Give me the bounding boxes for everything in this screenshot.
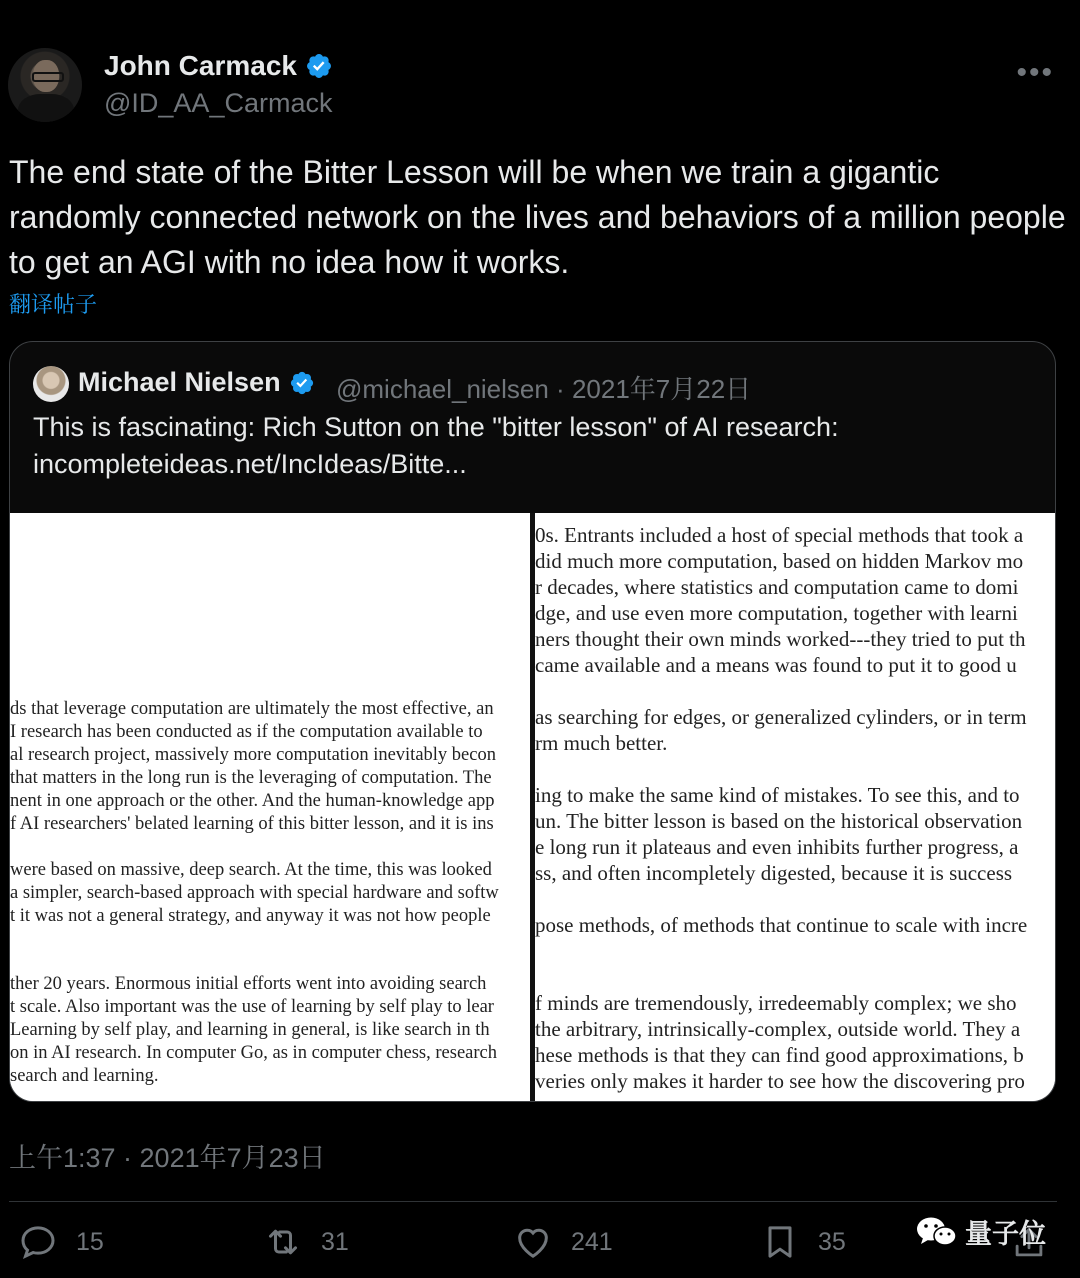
quoted-media-image[interactable] <box>10 513 1055 1101</box>
bookmark-button[interactable] <box>760 1222 846 1262</box>
document-text-line: hese methods is that they can find good approximations, b <box>535 1043 1024 1067</box>
repost-button[interactable] <box>263 1222 349 1262</box>
document-text-line: were based on massive, deep search. At the time, this was looked <box>10 860 492 880</box>
author-name-row[interactable] <box>104 50 333 82</box>
document-text-line: Learning by self play, and learning in general, is like search in th <box>10 1020 490 1040</box>
document-text-line: the arbitrary, intrinsically-complex, outside world. They a <box>535 1017 1021 1041</box>
bookmark-icon <box>760 1222 800 1262</box>
reply-button[interactable] <box>18 1222 104 1262</box>
like-button[interactable] <box>513 1222 613 1262</box>
divider <box>9 1201 1057 1202</box>
document-text-line: a simpler, search-based approach with special hardware and softw <box>10 883 499 903</box>
author-name[interactable]: John Carmack <box>104 50 297 81</box>
watermark <box>915 1212 1046 1251</box>
document-text-line: ss, and often incompletely digested, because it is success <box>535 861 1013 885</box>
document-text-line: f minds are tremendously, irredeemably complex; we sho <box>535 991 1017 1015</box>
quoted-author-avatar[interactable] <box>33 366 69 402</box>
quoted-tweet-text <box>33 409 1023 483</box>
more-options-icon[interactable]: ••• <box>1016 56 1054 89</box>
quoted-author-name[interactable]: Michael Nielsen <box>78 367 281 397</box>
document-text-line: as searching for edges, or generalized cylinders, or in term <box>535 705 1027 729</box>
quoted-handle-date[interactable]: @michael_nielsen · 2021年7月22日 <box>336 374 752 404</box>
tweet-timestamp[interactable]: 上午1:37 · 2021年7月23日 <box>9 1143 326 1173</box>
document-text-line: ing to make the same kind of mistakes. To see this, and to <box>535 783 1020 807</box>
verified-badge-icon <box>305 52 333 80</box>
document-text-line: pose methods, of methods that continue to scale with incre <box>535 913 1028 937</box>
document-text-line: t scale. Also important was the use of learning by self play to lear <box>10 997 494 1017</box>
document-text-line: I research has been conducted as if the computation available to <box>10 722 483 742</box>
document-text-line: e long run it plateaus and even inhibits further progress, a <box>535 835 1019 859</box>
quoted-text-line: This is fascinating: Rich Sutton on the "bitter lesson" of AI research: <box>33 412 839 442</box>
author-handle[interactable]: @ID_AA_Carmack <box>104 88 333 118</box>
wechat-icon <box>915 1215 957 1249</box>
document-text-line: 0s. Entrants included a host of special methods that took a <box>535 523 1024 547</box>
bookmark-count: 35 <box>818 1227 846 1256</box>
quoted-author-name-row[interactable] <box>78 367 315 398</box>
document-page-right <box>535 513 1055 1101</box>
watermark-text: 量子位 <box>965 1219 1046 1249</box>
document-text-line: r decades, where statistics and computation came to domi <box>535 575 1019 599</box>
document-text-line: ners thought their own minds worked---they tried to put th <box>535 627 1026 651</box>
like-count: 241 <box>571 1227 613 1256</box>
reply-icon <box>18 1222 58 1262</box>
document-text-line: veries only makes it harder to see how the discovering pro <box>535 1069 1025 1093</box>
translate-post-link[interactable]: 翻译帖子 <box>9 292 98 317</box>
document-text-line: that matters in the long run is the leveraging of computation. The <box>10 768 492 788</box>
quoted-tweet-card[interactable] <box>9 341 1056 1102</box>
document-text-line: search and learning. <box>10 1066 159 1086</box>
document-text-line: un. The bitter lesson is based on the historical observation <box>535 809 1023 833</box>
document-text-line: rm much better. <box>535 731 668 755</box>
document-text-line: ther 20 years. Enormous initial efforts went into avoiding search <box>10 974 487 994</box>
document-text-line: al research project, massively more computation inevitably becon <box>10 745 496 765</box>
author-avatar[interactable] <box>8 48 82 122</box>
document-text-line: t it was not a general strategy, and anyway it was not how people <box>10 906 491 926</box>
repost-icon <box>263 1222 303 1262</box>
document-text-line: f AI researchers' belated learning of this bitter lesson, and it is ins <box>10 814 494 834</box>
reply-count: 15 <box>76 1227 104 1256</box>
document-text-line: on in AI research. In computer Go, as in computer chess, research <box>10 1043 497 1063</box>
document-page-left <box>10 513 530 1101</box>
verified-badge-icon <box>289 370 315 396</box>
quoted-link[interactable]: incompleteideas.net/IncIdeas/Bitte... <box>33 449 467 479</box>
document-text-line: did much more computation, based on hidden Markov mo <box>535 549 1024 573</box>
repost-count: 31 <box>321 1227 349 1256</box>
tweet-text: The end state of the Bitter Lesson will be when we train a gigantic randomly connected network on the lives and behaviors of a million people to get an AGI with no idea how it works. <box>9 154 1066 280</box>
document-text-line: ds that leverage computation are ultimately the most effective, an <box>10 699 494 719</box>
document-text-line: came available and a means was found to put it to good u <box>535 653 1017 677</box>
document-text-line: dge, and use even more computation, together with learni <box>535 601 1018 625</box>
heart-icon <box>513 1222 553 1262</box>
document-text-line: nent in one approach or the other. And the human-knowledge app <box>10 791 495 811</box>
